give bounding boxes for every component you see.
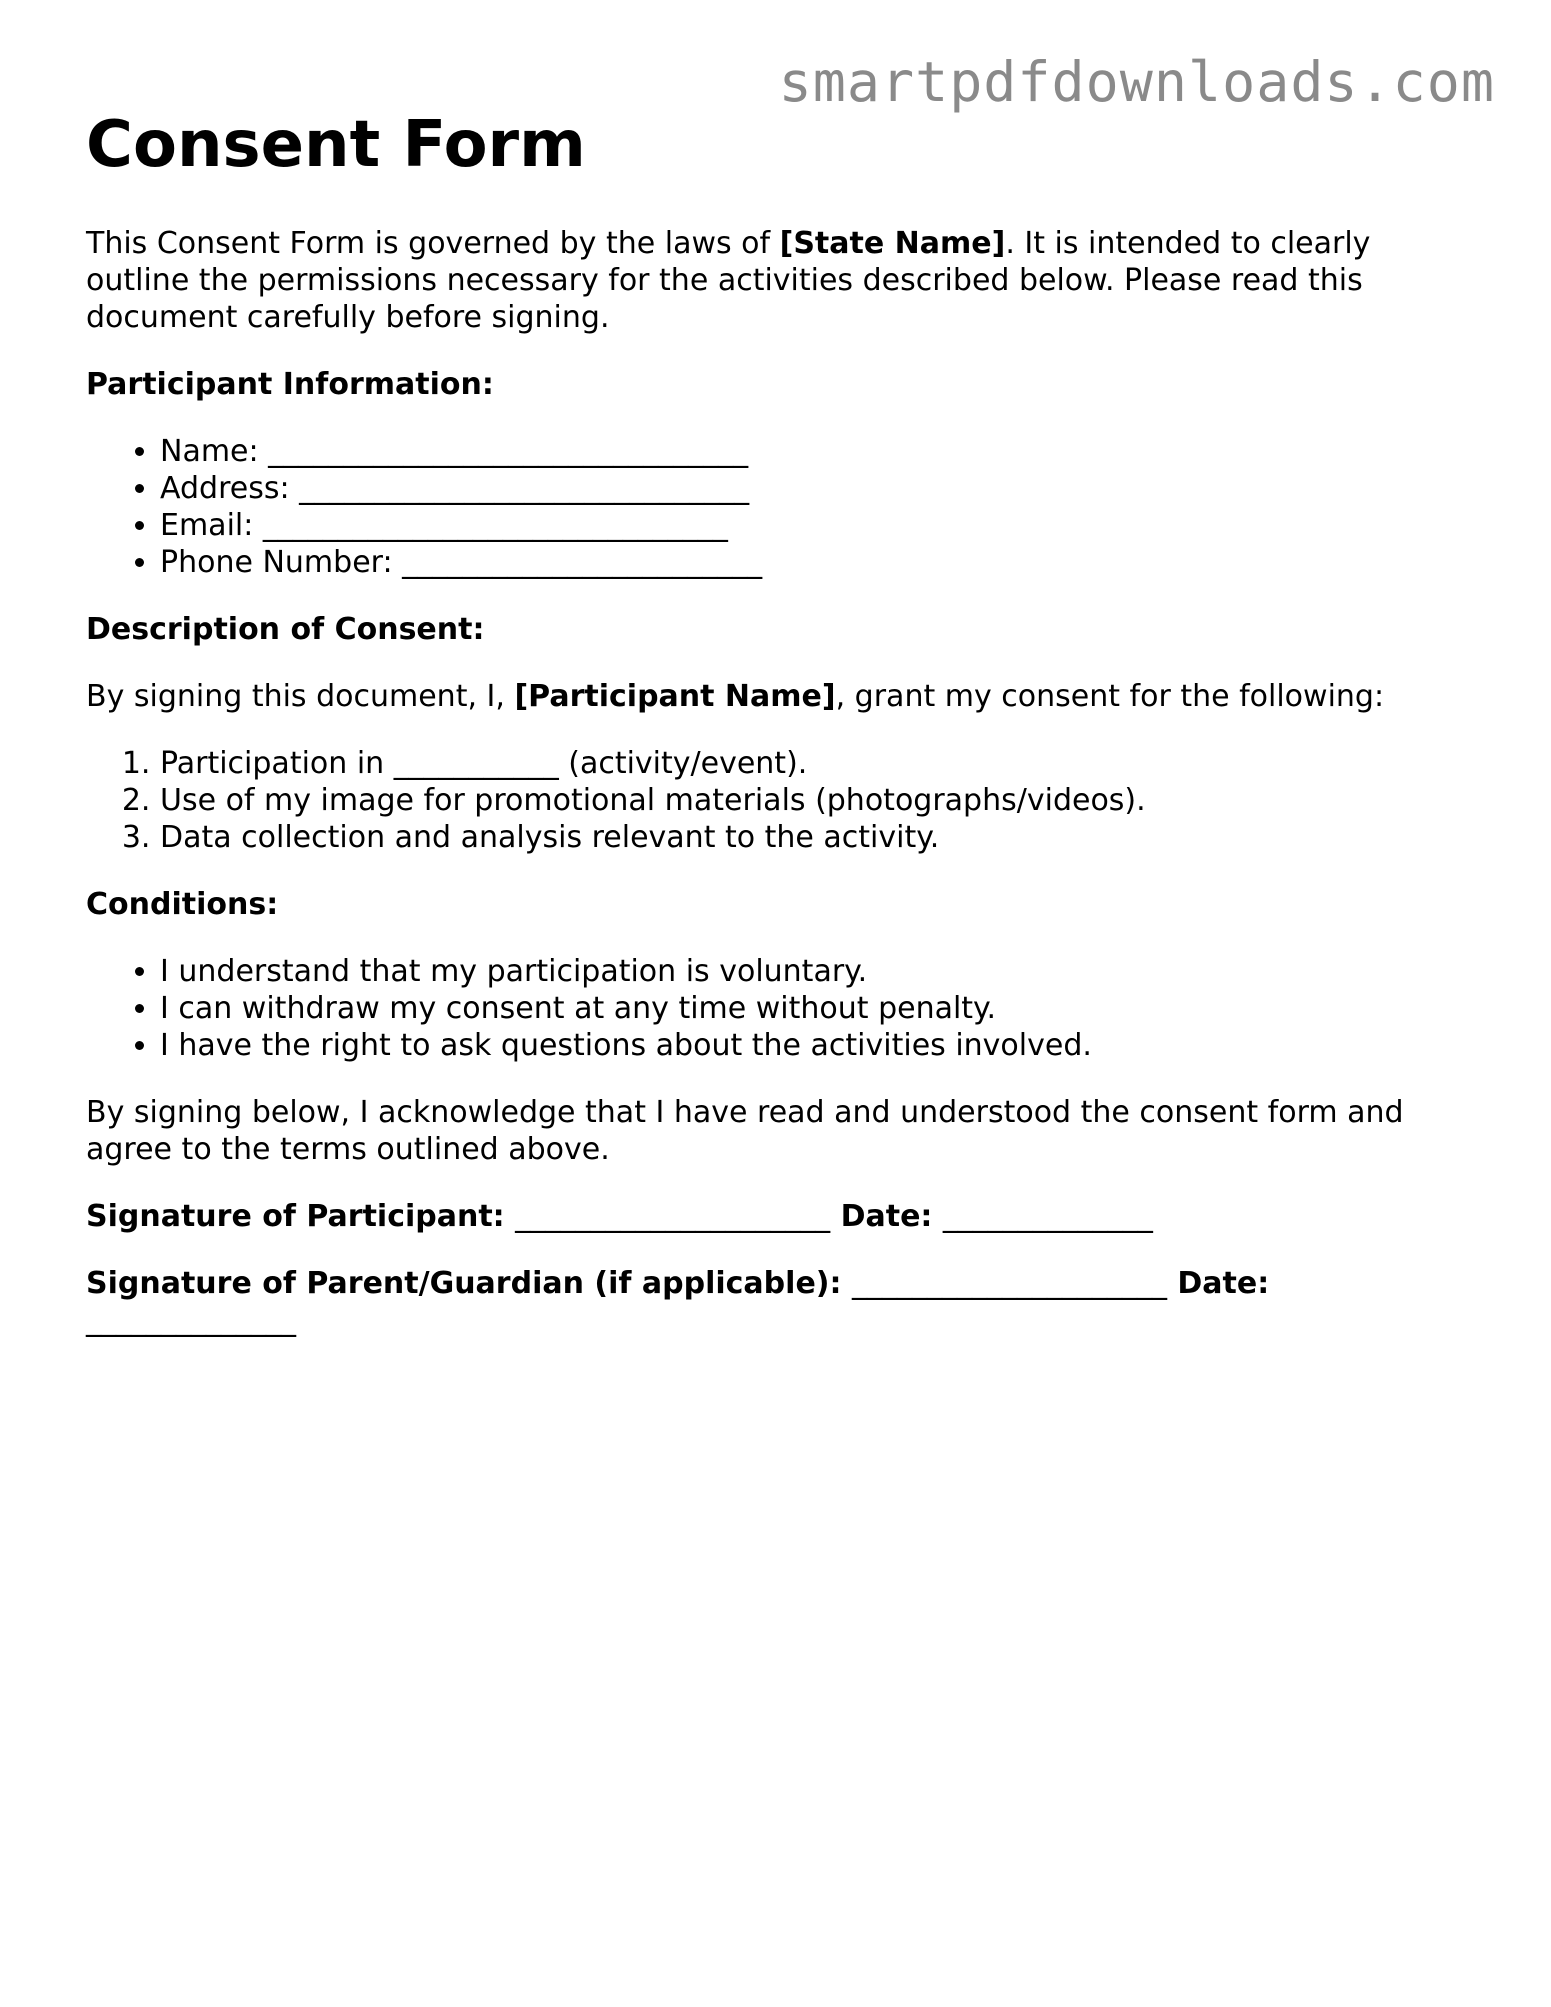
guardian-date-blank: ______________ xyxy=(86,1303,296,1338)
phone-number-field: • Phone Number: ________________________ xyxy=(160,544,1466,581)
condition-item: • I have the right to ask questions about the activities involved. xyxy=(160,1027,1466,1064)
state-name-placeholder: [State Name] xyxy=(779,226,1006,261)
address-field: • Address: ______________________________ xyxy=(160,470,1466,507)
participant-name-placeholder: [Participant Name] xyxy=(514,679,836,714)
intro-text-before: This Consent Form is governed by the laws of xyxy=(86,226,780,261)
consent-items-list xyxy=(86,745,1466,856)
participant-signature-line xyxy=(86,1198,1466,1235)
description-heading: Description of Consent: xyxy=(86,612,485,647)
description-text-before: By signing this document, I, xyxy=(86,679,515,714)
participant-info-list xyxy=(86,433,1466,581)
conditions-heading: Conditions: xyxy=(86,887,279,922)
condition-item: • I understand that my participation is voluntary. xyxy=(160,953,1466,990)
page-title: Consent Form xyxy=(86,108,586,182)
email-field: • Email: _______________________________ xyxy=(160,507,1466,544)
consent-item: 1. Participation in ___________ (activity/event). xyxy=(160,745,1466,782)
participant-signature-label: Signature of Participant: xyxy=(86,1199,505,1234)
document-page xyxy=(86,105,1466,1369)
participant-info-heading: Participant Information: xyxy=(86,367,494,402)
guardian-signature-blank: _____________________ xyxy=(851,1266,1167,1301)
participant-signature-blank: _____________________ xyxy=(515,1199,831,1234)
consent-item: 3. Data collection and analysis relevant to the activity. xyxy=(160,819,1466,856)
condition-item: • I can withdraw my consent at any time without penalty. xyxy=(160,990,1466,1027)
participant-date-blank: ______________ xyxy=(942,1199,1153,1234)
guardian-signature-line xyxy=(86,1265,1466,1339)
description-text-after: , grant my consent for the following: xyxy=(835,679,1385,714)
description-paragraph xyxy=(86,678,1466,715)
guardian-date-label: Date: xyxy=(1177,1266,1270,1301)
conditions-list xyxy=(86,953,1466,1064)
watermark: smartpdfdownloads.com xyxy=(778,50,1495,114)
guardian-signature-label: Signature of Parent/Guardian (if applicable): xyxy=(86,1266,842,1301)
acknowledgement-paragraph: By signing below, I acknowledge that I have read and understood the consent form and agree to the terms outlined above. xyxy=(86,1095,1404,1167)
intro-text-after: . It is intended to clearly outline the permissions necessary for the activities described below. Please read this document carefully before signing. xyxy=(86,226,1371,335)
participant-date-label: Date: xyxy=(840,1199,933,1234)
intro-paragraph xyxy=(86,225,1466,336)
name-field: • Name: ________________________________ xyxy=(160,433,1466,470)
consent-item: 2. Use of my image for promotional materials (photographs/videos). xyxy=(160,782,1466,819)
